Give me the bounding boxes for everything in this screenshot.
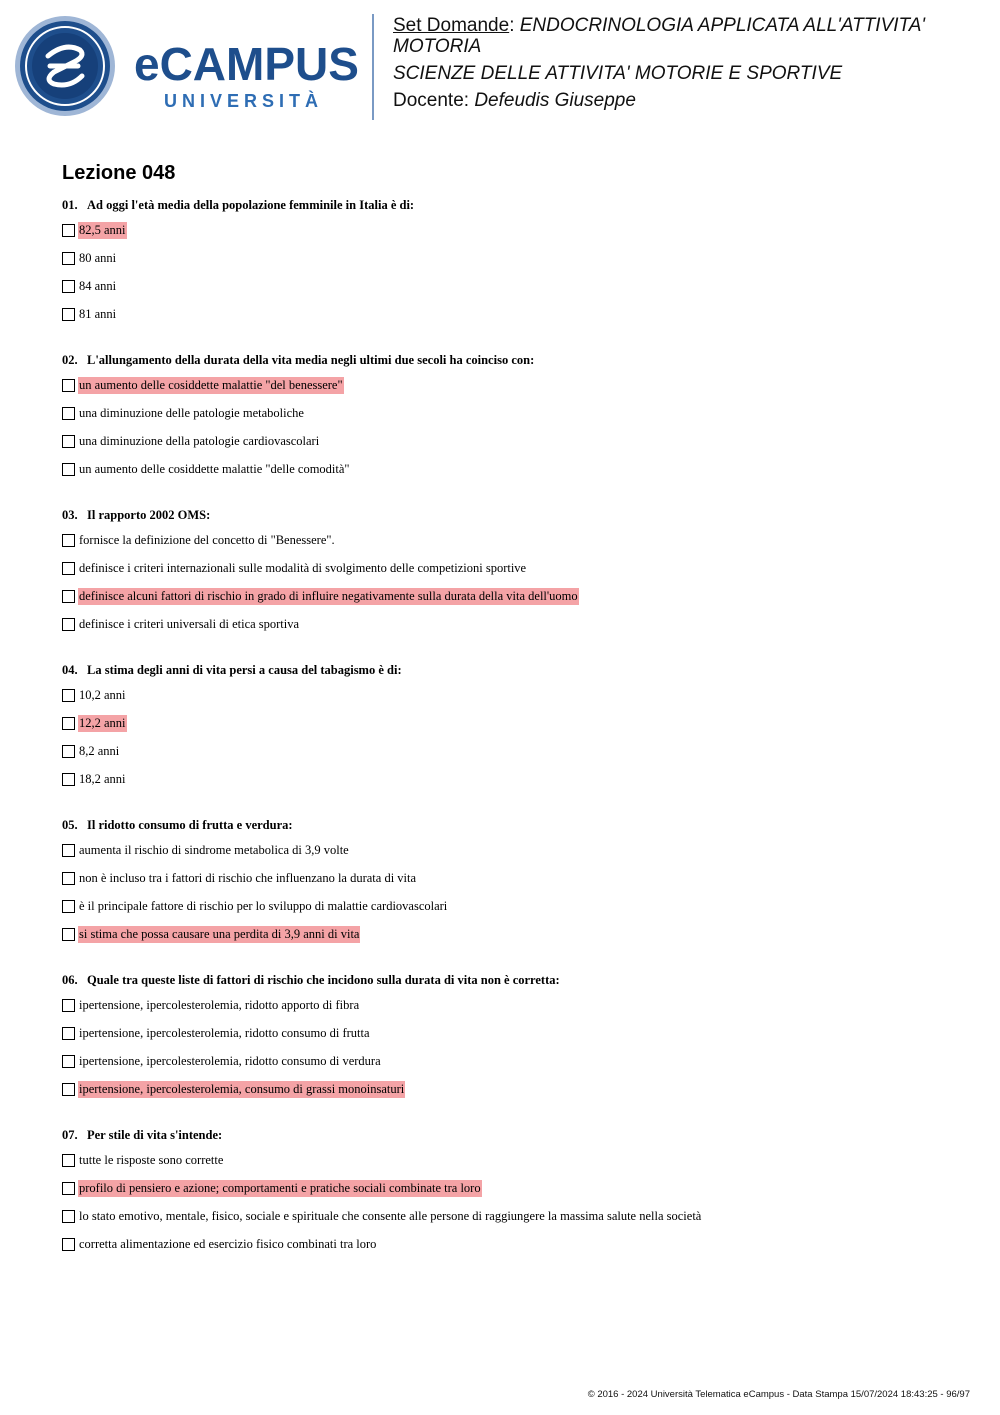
teacher-name: Defeudis Giuseppe (474, 90, 636, 111)
answer-checkbox[interactable] (62, 1210, 75, 1223)
answer-option[interactable] (62, 371, 962, 399)
answer-option[interactable] (62, 765, 962, 793)
question-number: 07. (62, 1128, 78, 1142)
answer-checkbox[interactable] (62, 717, 75, 730)
question-label: La stima degli anni di vita persi a causa del tabagismo è di: (87, 663, 402, 677)
teacher-label: Docente: (393, 90, 475, 111)
answer-label: tutte le risposte sono corrette (79, 1152, 224, 1167)
answer-option[interactable] (62, 554, 962, 582)
answer-label-correct: ipertensione, ipercolesterolemia, consumo di grassi monoinsaturi (79, 1081, 405, 1096)
answer-option[interactable] (62, 399, 962, 427)
answer-option[interactable] (62, 455, 962, 483)
answer-checkbox[interactable] (62, 308, 75, 321)
question-label: Per stile di vita s'intende: (87, 1128, 223, 1142)
set-separator: : (509, 15, 520, 36)
answer-option[interactable] (62, 991, 962, 1019)
answer-option[interactable] (62, 610, 962, 638)
answer-checkbox[interactable] (62, 773, 75, 786)
answer-option[interactable] (62, 582, 962, 610)
question-item (62, 816, 962, 948)
answer-label: ipertensione, ipercolesterolemia, ridotto consumo di frutta (79, 1025, 370, 1040)
answer-checkbox[interactable] (62, 435, 75, 448)
answer-label-correct: 12,2 anni (79, 715, 126, 730)
footer-copyright: © 2016 - 2024 Università Telematica eCampus - Data Stampa 15/07/2024 18:43:25 - 96/97 (587, 1389, 970, 1400)
question-number: 03. (62, 508, 78, 522)
answer-checkbox[interactable] (62, 844, 75, 857)
question-item (62, 1126, 962, 1258)
answer-option[interactable] (62, 709, 962, 737)
answer-label: un aumento delle cosiddette malattie "delle comodità" (79, 461, 350, 476)
answer-label: 80 anni (79, 250, 117, 265)
answer-checkbox[interactable] (62, 463, 75, 476)
answer-label: 81 anni (79, 306, 117, 321)
answer-label-correct: definisce alcuni fattori di rischio in grado di influire negativamente sulla durata della vita dell'uomo (79, 588, 578, 603)
question-list (62, 196, 962, 1281)
answer-checkbox[interactable] (62, 1055, 75, 1068)
question-number: 04. (62, 663, 78, 677)
answer-checkbox[interactable] (62, 224, 75, 237)
question-text (62, 506, 962, 526)
question-item (62, 351, 962, 483)
answer-option[interactable] (62, 1174, 962, 1202)
answer-checkbox[interactable] (62, 534, 75, 547)
answer-label: definisce i criteri internazionali sulle modalità di svolgimento delle competizioni sportive (79, 560, 527, 575)
question-label: Quale tra queste liste di fattori di rischio che incidono sulla durata di vita non è corretta: (87, 973, 560, 987)
answer-label: una diminuzione delle patologie metaboliche (79, 405, 304, 420)
answer-label: non è incluso tra i fattori di rischio che influenzano la durata di vita (79, 870, 417, 885)
answer-label: 10,2 anni (79, 687, 126, 702)
answer-option[interactable] (62, 1146, 962, 1174)
answer-option[interactable] (62, 892, 962, 920)
answer-option[interactable] (62, 681, 962, 709)
question-item (62, 196, 962, 328)
answer-label: definisce i criteri universali di etica sportiva (79, 616, 300, 631)
question-label: Ad oggi l'età media della popolazione femminile in Italia è di: (87, 198, 415, 212)
question-text (62, 196, 962, 216)
answer-checkbox[interactable] (62, 252, 75, 265)
answer-checkbox[interactable] (62, 280, 75, 293)
answer-checkbox[interactable] (62, 1238, 75, 1251)
course-info (393, 15, 983, 117)
question-item (62, 971, 962, 1103)
answer-label-correct: un aumento delle cosiddette malattie "del benessere" (79, 377, 343, 392)
answer-option[interactable] (62, 864, 962, 892)
lesson-title: Lezione 048 (62, 162, 176, 184)
answer-option[interactable] (62, 920, 962, 948)
set-label: Set Domande (393, 15, 510, 36)
question-text (62, 1126, 962, 1146)
course-title: ENDOCRINOLOGIA APPLICATA ALL'ATTIVITA' MOTORIA (393, 15, 926, 57)
answer-option[interactable] (62, 1075, 962, 1103)
answer-checkbox[interactable] (62, 1027, 75, 1040)
answer-checkbox[interactable] (62, 999, 75, 1012)
answer-checkbox[interactable] (62, 407, 75, 420)
question-number: 05. (62, 818, 78, 832)
question-item (62, 506, 962, 638)
answer-label: ipertensione, ipercolesterolemia, ridotto apporto di fibra (79, 997, 360, 1012)
answer-checkbox[interactable] (62, 1083, 75, 1096)
ecampus-logo (14, 14, 359, 118)
question-label: Il ridotto consumo di frutta e verdura: (87, 818, 293, 832)
answer-checkbox[interactable] (62, 1154, 75, 1167)
answer-checkbox[interactable] (62, 1182, 75, 1195)
brand-sub: UNIVERSITÀ (164, 91, 324, 111)
answer-checkbox[interactable] (62, 618, 75, 631)
answer-label: ipertensione, ipercolesterolemia, ridotto consumo di verdura (79, 1053, 381, 1068)
answer-option[interactable] (62, 1230, 962, 1258)
answer-option[interactable] (62, 272, 962, 300)
answer-option[interactable] (62, 526, 962, 554)
answer-label: 8,2 anni (79, 743, 120, 758)
answer-label: fornisce la definizione del concetto di "Benessere". (79, 532, 335, 547)
question-label: Il rapporto 2002 OMS: (87, 508, 211, 522)
answer-option[interactable] (62, 836, 962, 864)
answer-option[interactable] (62, 216, 962, 244)
question-item (62, 661, 962, 793)
answer-option[interactable] (62, 1202, 962, 1230)
question-text (62, 661, 962, 681)
answer-option[interactable] (62, 737, 962, 765)
answer-checkbox[interactable] (62, 689, 75, 702)
degree-name: SCIENZE DELLE ATTIVITA' MOTORIE E SPORTIVE (393, 63, 843, 84)
answer-option[interactable] (62, 244, 962, 272)
answer-label: lo stato emotivo, mentale, fisico, sociale e spirituale che consente alle persone di raggiungere la massima salute nella società (79, 1208, 702, 1223)
answer-checkbox[interactable] (62, 928, 75, 941)
question-text (62, 971, 962, 991)
brand-name: eCAMPUS (134, 38, 359, 90)
question-text (62, 816, 962, 836)
question-number: 02. (62, 353, 78, 367)
answer-label: è il principale fattore di rischio per lo sviluppo di malattie cardiovascolari (79, 898, 448, 913)
answer-option[interactable] (62, 1019, 962, 1047)
page-header (0, 0, 1000, 130)
answer-checkbox[interactable] (62, 590, 75, 603)
answer-checkbox[interactable] (62, 745, 75, 758)
question-label: L'allungamento della durata della vita media negli ultimi due secoli ha coinciso con: (87, 353, 535, 367)
header-divider (372, 14, 374, 120)
answer-option[interactable] (62, 427, 962, 455)
question-number: 06. (62, 973, 78, 987)
answer-option[interactable] (62, 1047, 962, 1075)
answer-checkbox[interactable] (62, 900, 75, 913)
answer-label: aumenta il rischio di sindrome metabolica di 3,9 volte (79, 842, 349, 857)
answer-label-correct: 82,5 anni (79, 222, 126, 237)
answer-label: corretta alimentazione ed esercizio fisico combinati tra loro (79, 1236, 377, 1251)
answer-checkbox[interactable] (62, 562, 75, 575)
question-text (62, 351, 962, 371)
answer-option[interactable] (62, 300, 962, 328)
answer-label-correct: profilo di pensiero e azione; comportamenti e pratiche sociali combinate tra loro (79, 1180, 481, 1195)
answer-label-correct: si stima che possa causare una perdita di 3,9 anni di vita (79, 926, 360, 941)
answer-checkbox[interactable] (62, 379, 75, 392)
question-number: 01. (62, 198, 78, 212)
answer-label: 84 anni (79, 278, 117, 293)
answer-label: una diminuzione della patologie cardiovascolari (79, 433, 320, 448)
answer-checkbox[interactable] (62, 872, 75, 885)
answer-label: 18,2 anni (79, 771, 126, 786)
